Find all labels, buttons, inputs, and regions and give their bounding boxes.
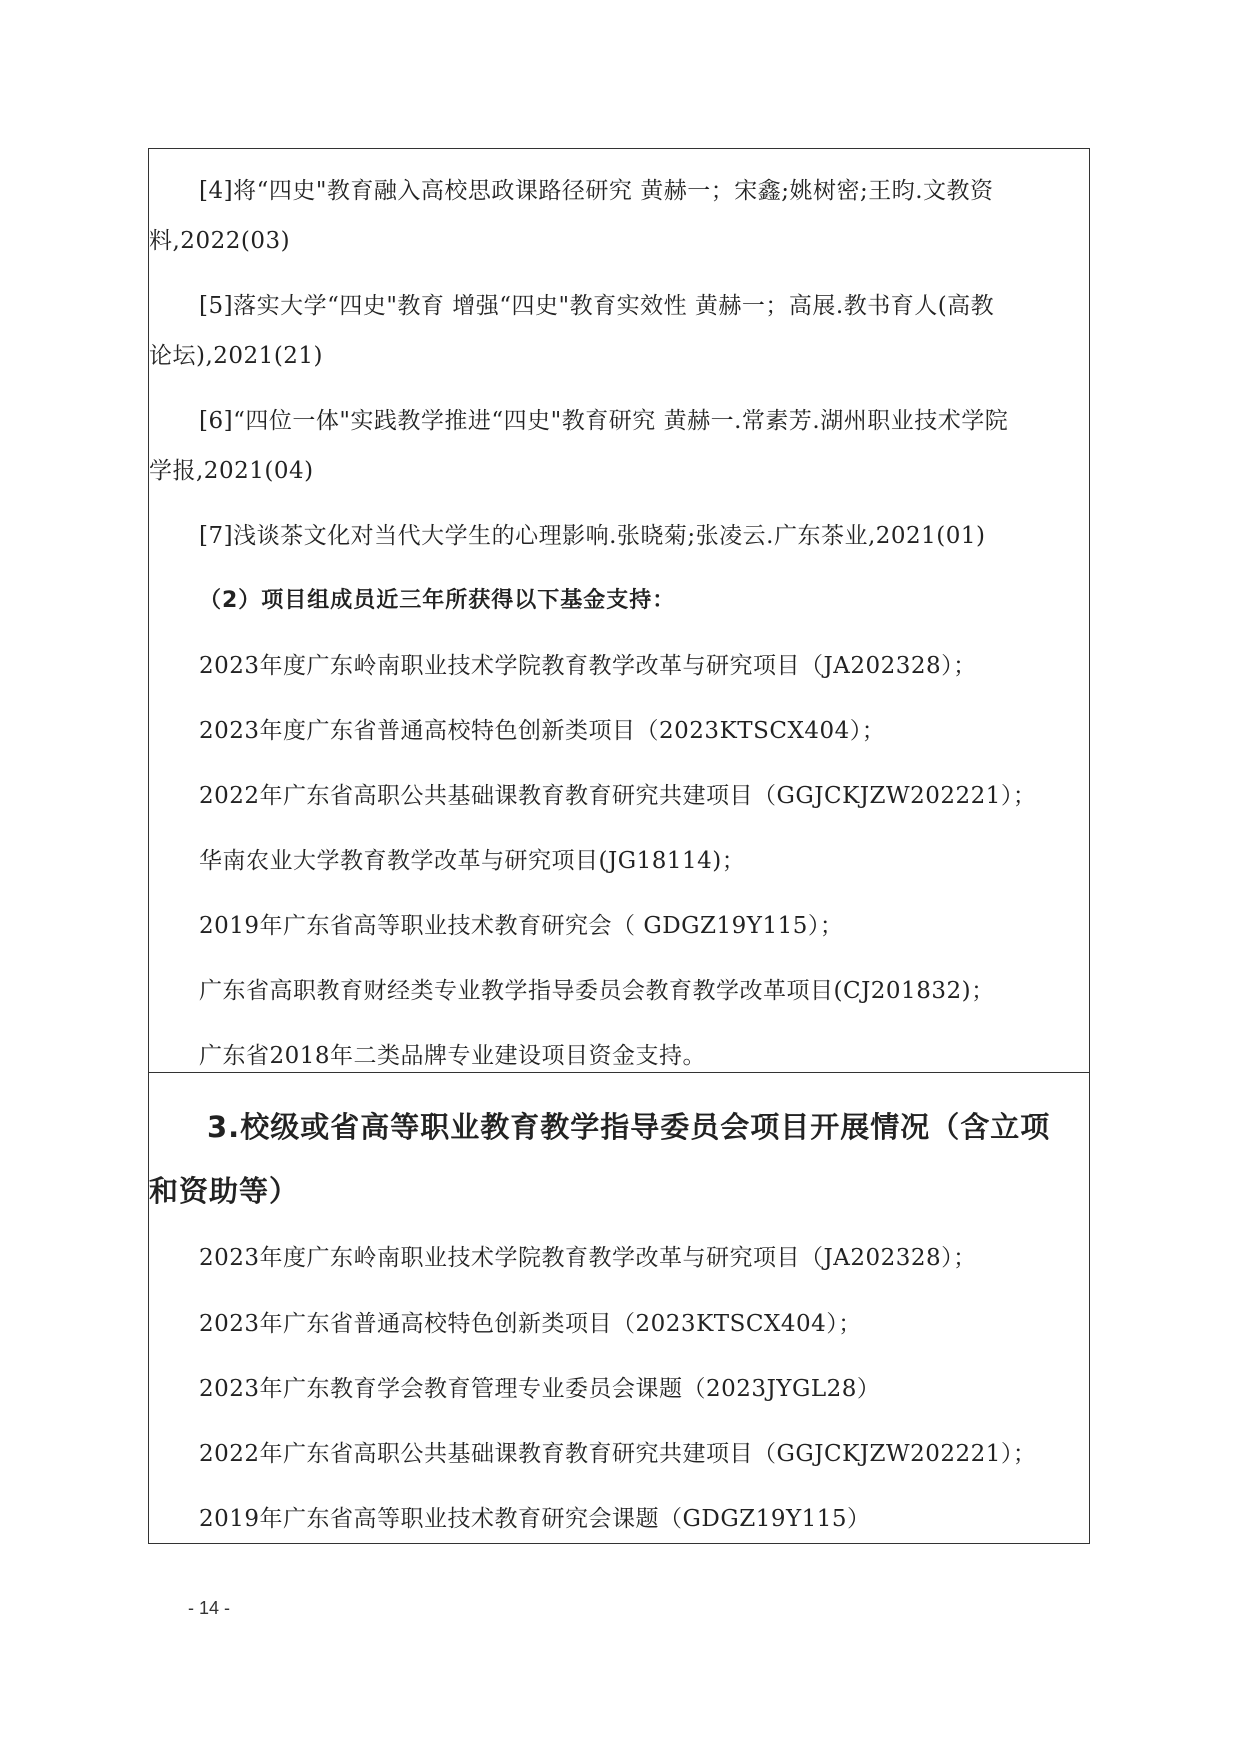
reference-7-line1: [7]浅谈茶文化对当代大学生的心理影响.张晓菊;张凌云.广东茶业,2021(01) [199, 523, 986, 549]
page-number: - 14 - [188, 1598, 231, 1618]
funding-item: 华南农业大学教育教学改革与研究项目(JG18114)； [199, 848, 746, 874]
funding-item: 广东省高职教育财经类专业教学指导委员会教育教学改革项目(CJ201832)； [199, 978, 995, 1004]
reference-5-line1: [5]落实大学“四史"教育 增强“四史"教育实效性 黄赫一；高展.教书育人(高教 [199, 293, 995, 319]
reference-4-line1: [4]将“四史"教育融入高校思政课路径研究 黄赫一；宋鑫;姚树密;王昀.文教资 [199, 178, 994, 204]
project-item: 2023年度广东岭南职业技术学院教育教学改革与研究项目（JA202328）； [199, 1245, 977, 1271]
funding-item: 2022年广东省高职公共基础课教育教育研究共建项目（GGJCKJZW202221）； [199, 783, 1037, 809]
funding-title: （2）项目组成员近三年所获得以下基金支持： [199, 588, 676, 613]
funding-item: 2023年度广东岭南职业技术学院教育教学改革与研究项目（JA202328）； [199, 653, 977, 679]
section-heading-line2: 和资助等） [149, 1174, 300, 1208]
funding-item: 2023年度广东省普通高校特色创新类项目（2023KTSCX404）； [199, 718, 886, 744]
reference-4-line2: 料,2022(03) [149, 228, 291, 254]
section-heading-line1: 3.校级或省高等职业教育教学指导委员会项目开展情况（含立项 [207, 1110, 1051, 1144]
funding-item: 广东省2018年二类品牌专业建设项目资金支持。 [199, 1043, 707, 1069]
project-item: 2019年广东省高等职业技术教育研究会课题（GDGZ19Y115） [199, 1506, 871, 1532]
funding-item: 2019年广东省高等职业技术教育研究会（ GDGZ19Y115）； [199, 913, 844, 939]
project-item: 2023年广东教育学会教育管理专业委员会课题（2023JYGL28） [199, 1376, 881, 1402]
reference-6-line1: [6]“四位一体"实践教学推进“四史"教育研究 黄赫一.常素芳.湖州职业技术学院 [199, 408, 1009, 434]
project-item: 2022年广东省高职公共基础课教育教育研究共建项目（GGJCKJZW202221）； [199, 1441, 1037, 1467]
project-item: 2023年广东省普通高校特色创新类项目（2023KTSCX404）； [199, 1311, 862, 1337]
reference-5-line2: 论坛),2021(21) [149, 343, 324, 369]
provincial-projects-box [148, 1072, 1090, 1544]
references-funding-box [148, 148, 1090, 1073]
reference-6-line2: 学报,2021(04) [149, 458, 314, 484]
